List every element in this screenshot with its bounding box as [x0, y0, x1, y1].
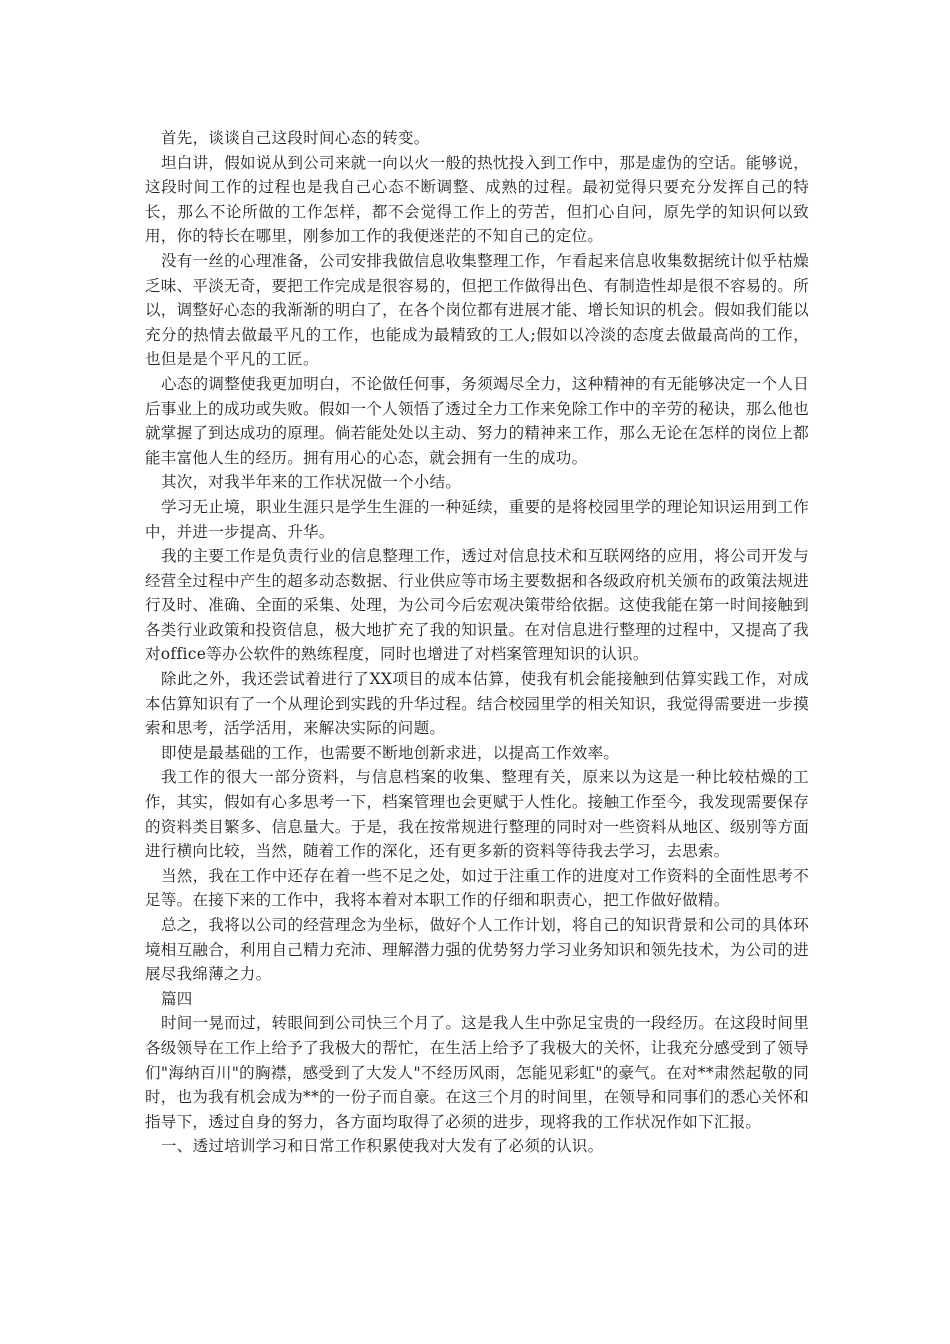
- section-heading: 篇四: [161, 989, 193, 1008]
- paragraph: 学习无止境，职业生涯只是学生生涯的一种延续，重要的是将校园里学的理论知识运用到工作中，并进一步提高、升华。: [145, 497, 809, 541]
- paragraph: 心态的调整使我更加明白，不论做任何事，务须竭尽全力，这种精神的有无能够决定一个人日后事业上的成功或失败。假如一个人领悟了透过全力工作来免除工作中的辛劳的秘诀，那么他也就掌握了到达成功的原理。倘若能处处以主动、努力的精神来工作，那么无论在怎样的岗位上都能丰富他人生的经历。拥有用心的心态，就会拥有一生的成功。: [145, 374, 809, 467]
- paragraph: 坦白讲，假如说从到公司来就一向以火一般的热忱投入到工作中，那是虚伪的空话。能够说，这段时间工作的过程也是我自己心态不断调整、成熟的过程。最初觉得只要充分发挥自己的特长，那么不论所做的工作怎样，都不会觉得工作上的劳苦，但扪心自问，原先学的知识何以致用，你的特长在哪里，刚参加工作的我便迷茫的不知自己的定位。: [145, 153, 809, 246]
- paragraph: 总之，我将以公司的经营理念为坐标，做好个人工作计划，将自己的知识背景和公司的具体环境相互融合，利用自己精力充沛、理解潜力强的优势努力学习业务知识和领先技术，为公司的进展尽我绵薄之力。: [145, 916, 809, 984]
- paragraph: 我工作的很大一部分资料，与信息档案的收集、整理有关，原来以为这是一种比较枯燥的工作，其实，假如有心多思考一下，档案管理也会更赋于人性化。接触工作至今，我发现需要保存的资料类目繁多、信息量大。于是，我在按常规进行整理的同时对一些资料从地区、级别等方面进行横向比较，当然，随着工作的深化，还有更多新的资料等待我去学习，去思索。: [145, 768, 809, 861]
- paragraph: 我的主要工作是负责行业的信息整理工作，透过对信息技术和互联网络的应用，将公司开发与经营全过程中产生的超多动态数据、行业供应等市场主要数据和各级政府机关颁布的政策法规进行及时、准确、全面的采集、处理，为公司今后宏观决策带给依据。这使我能在第一时间接触到各类行业政策和投资信息，极大地扩充了我的知识量。在对信息进行整理的过程中，又提高了我对office等办公软件的熟练程度，同时也增进了对档案管理知识的认识。: [145, 547, 809, 664]
- paragraph: 时间一晃而过，转眼间到公司快三个月了。这是我人生中弥足宝贵的一段经历。在这段时间里各级领导在工作上给予了我极大的帮忙，在生活上给予了我极大的关怀，让我充分感受到了领导们"海纳百川"的胸襟，感受到了大发人"不经历风雨，怎能见彩虹"的豪气。在对**肃然起敬的同时，也为我有机会成为**的一份子而自豪。在这三个月的时间里，在领导和同事们的悉心关怀和指导下，透过自身的努力，各方面均取得了必须的进步，现将我的工作状况作如下汇报。: [145, 1014, 809, 1131]
- document-body: [145, 126, 809, 1159]
- paragraph: 当然，我在工作中还存在着一些不足之处，如过于注重工作的进度对工作资料的全面性思考不足等。在接下来的工作中，我将本着对本职工作的仔细和职责心，把工作做好做精。: [145, 866, 809, 910]
- paragraph: 其次，对我半年来的工作状况做一个小结。: [161, 473, 462, 492]
- paragraph: 首先，谈谈自己这段时间心态的转变。: [161, 129, 430, 147]
- paragraph: 即使是最基础的工作，也需要不断地创新求进，以提高工作效率。: [161, 743, 620, 762]
- paragraph: 一、透过培训学习和日常工作积累使我对大发有了必须的认识。: [161, 1137, 604, 1156]
- paragraph: 除此之外，我还尝试着进行了XX项目的成本估算，使我有机会能接触到估算实践工作，对成本估算知识有了一个从理论到实践的升华过程。结合校园里学的相关知识，我觉得需要进一步摸索和思考，活学活用，来解决实际的问题。: [145, 670, 809, 738]
- paragraph: 没有一丝的心理准备，公司安排我做信息收集整理工作，乍看起来信息收集数据统计似乎枯燥乏味、平淡无奇，要把工作完成是很容易的，但把工作做得出色、有制造性却是很不容易的。所以，调整好心态的我渐渐的明白了，在各个岗位都有进展才能、增长知识的机会。假如我们能以充分的热情去做最平凡的工作，也能成为最精致的工人;假如以冷淡的态度去做最高尚的工作，也但是是个平凡的工匠。: [145, 251, 809, 369]
